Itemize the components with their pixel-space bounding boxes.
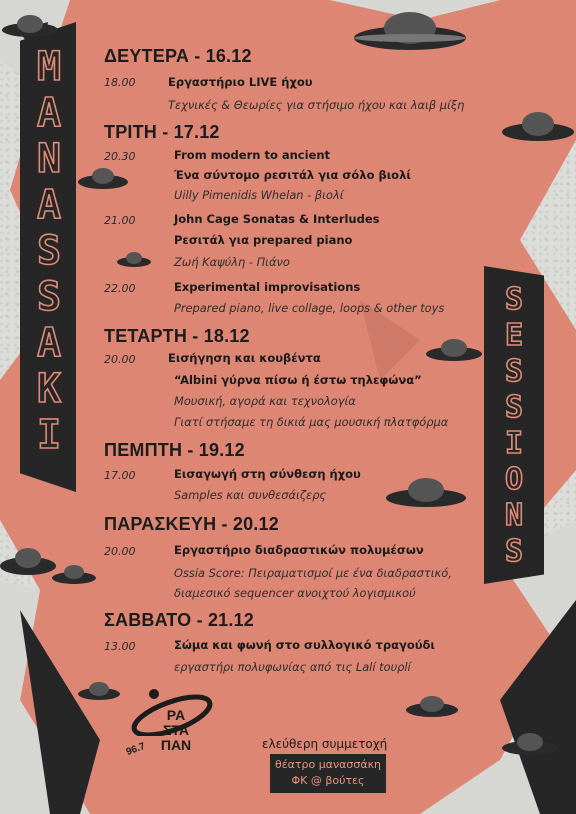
radio-logo xyxy=(126,686,222,776)
ufo-icon xyxy=(116,246,152,270)
ufo-icon xyxy=(0,8,60,42)
logo-line: ΡΑ xyxy=(166,707,186,723)
event-subtitle: Prepared piano, live collage, loops & other toys xyxy=(174,301,445,315)
event-time: 20.30 xyxy=(104,150,136,163)
ufo-icon xyxy=(500,724,560,760)
right-letter: I xyxy=(504,426,524,461)
day-heading: ΤΡΙΤΗ - 17.12 xyxy=(104,122,220,142)
left-letter: K xyxy=(36,366,62,412)
event-subtitle: διαμεσικό sequencer ανοιχτού λογισμικού xyxy=(174,586,416,600)
event-title: Ένα σύντομο ρεσιτάλ για σόλο βιολί xyxy=(174,168,411,182)
ufo-icon xyxy=(404,688,460,722)
event-time: 21.00 xyxy=(104,214,136,227)
event-time: 20.00 xyxy=(104,545,136,558)
venue-line: ΦΚ @ βούτες xyxy=(291,774,365,787)
event-subtitle: Uilly Pimenidis Whelan - βιολί xyxy=(174,188,344,202)
logo-line: ΣΤΑ xyxy=(162,722,190,738)
event-subtitle: εργαστήρι πολυφωνίας από τις Lalí tουρlí xyxy=(174,660,411,674)
logo-frequency: 96.7 xyxy=(124,741,147,758)
event-time: 18.00 xyxy=(104,76,136,89)
ufo-icon xyxy=(50,558,98,588)
right-letter: O xyxy=(504,462,524,497)
free-entry-label: ελεύθερη συμμετοχή xyxy=(262,737,388,751)
event-time: 22.00 xyxy=(104,282,136,295)
left-letter: S xyxy=(36,228,62,274)
event-time: 17.00 xyxy=(104,469,136,482)
event-subtitle: Ossia Score: Πειραματισμοί με ένα διαδραστικό, xyxy=(174,566,452,580)
event-title: Εργαστήριο διαδραστικών πολυμέσων xyxy=(174,543,424,557)
event-title: John Cage Sonatas & Interludes xyxy=(174,212,380,226)
left-title-letters xyxy=(26,44,72,458)
ufo-icon xyxy=(76,676,122,704)
event-title: Εργαστήριο LIVE ήχου xyxy=(168,75,313,89)
event-subtitle: Τεχνικές & Θεωρίες για στήσιμο ήχου και λαιβ μίξη xyxy=(168,98,465,112)
left-letter: A xyxy=(36,90,62,136)
right-letter: E xyxy=(504,318,524,353)
left-letter: A xyxy=(36,320,62,366)
left-letter: I xyxy=(36,412,62,458)
day-heading: ΠΕΜΠΤΗ - 19.12 xyxy=(104,440,245,460)
venue-box xyxy=(270,754,386,793)
day-heading: ΤΕΤΑΡΤΗ - 18.12 xyxy=(104,326,250,346)
event-subtitle: Ζωή Καψύλη - Πιάνο xyxy=(174,255,290,269)
event-time: 13.00 xyxy=(104,640,136,653)
event-title: Εισαγωγή στη σύνθεση ήχου xyxy=(174,467,361,481)
logo-text xyxy=(146,708,206,753)
event-title: Εισήγηση και κουβέντα xyxy=(168,351,321,365)
event-title: Σώμα και φωνή στο συλλογικό τραγούδι xyxy=(174,638,435,652)
left-letter: M xyxy=(36,44,62,90)
right-letter: S xyxy=(504,534,524,569)
event-title: From modern to ancient xyxy=(174,148,331,162)
logo-line: ΠΑΝ xyxy=(160,737,192,753)
ufo-icon xyxy=(350,0,470,60)
ufo-icon xyxy=(384,468,468,512)
event-subtitle: Samples και συνθεσάιζερς xyxy=(174,488,327,502)
event-title: Experimental improvisations xyxy=(174,280,361,294)
ufo-icon xyxy=(424,330,484,366)
event-time: 20.00 xyxy=(104,353,136,366)
event-title: “Albini γύρνα πίσω ή έστω τηλεφώνα” xyxy=(174,373,422,387)
right-letter: S xyxy=(504,354,524,389)
event-title: Ρεσιτάλ για prepared piano xyxy=(174,233,353,247)
right-letter: N xyxy=(504,498,524,533)
left-letter: N xyxy=(36,136,62,182)
right-title-letters xyxy=(490,282,538,570)
ufo-icon xyxy=(500,100,576,150)
day-heading: ΠΑΡΑΣΚΕΥΗ - 20.12 xyxy=(104,514,279,534)
ufo-icon xyxy=(76,160,130,194)
day-heading: ΔΕΥΤΕΡΑ - 16.12 xyxy=(104,46,252,66)
right-letter: S xyxy=(504,390,524,425)
left-letter: S xyxy=(36,274,62,320)
left-letter: A xyxy=(36,182,62,228)
venue-line: θέατρο μανασσάκη xyxy=(274,758,382,771)
event-subtitle: Μουσική, αγορά και τεχνολογία xyxy=(174,394,356,408)
day-heading: ΣΑΒΒΑΤΟ - 21.12 xyxy=(104,610,255,630)
event-subtitle: Γιατί στήσαμε τη δικιά μας μουσική πλατφόρμα xyxy=(174,415,449,429)
right-letter: S xyxy=(504,282,524,317)
